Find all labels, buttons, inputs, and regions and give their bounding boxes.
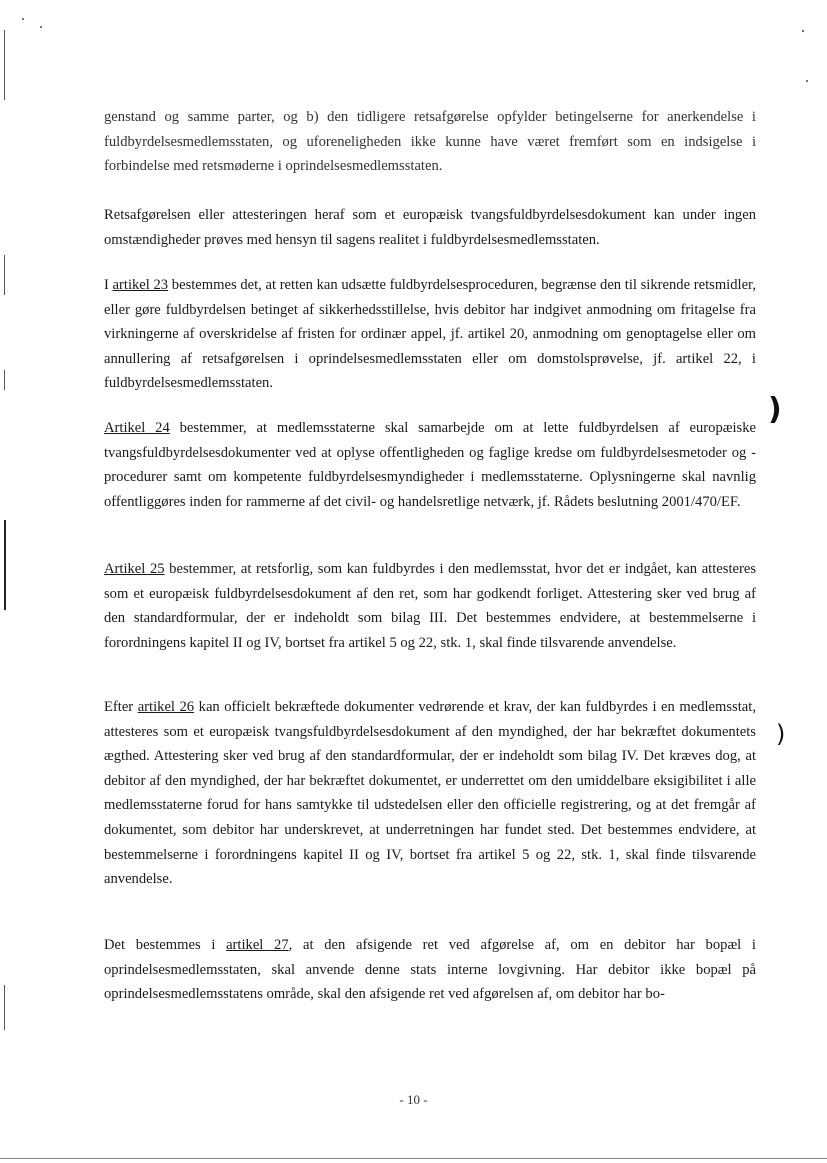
- scan-speck: [806, 80, 808, 82]
- scan-edge-line: [4, 370, 5, 390]
- paragraph-6-text: kan officielt bekræftede dokumenter vedrørende et krav, der kan fuldbyrdes i en medlemsstat, attesteres som et europæisk tvangsfuldbyrdelsesdokument af den myndighed, der har bekræftet dokumentets ægthed. Attestering sker ved brug af den standardformular, der er indeholdt som bilag IV. Det kræves dog, at debitor af den myndighed, der har bekræftet dokumentet, er underrettet om den umiddelbare eksigibilitet i alle medlemsstaterne forud for hans samtykke til udstedelsen eller den officielle registrering, og at det fremgår af dokumentet, som debitor har underskrevet, at underretningen har fundet sted. Det bestemmes endvidere, at bestemmelserne i forordningens kapitel II og IV, bortset fra artikel 5 og 22, stk. 1, skal finde tilsvarende anvendelse.: [104, 699, 756, 888]
- margin-bracket-mark: ): [776, 720, 786, 748]
- paragraph-6-prefix: Efter: [104, 699, 138, 715]
- margin-bracket-mark: ): [768, 392, 782, 427]
- article-26-reference: artikel 26: [137, 699, 195, 715]
- scan-speck: [22, 18, 24, 20]
- paragraph-4: [104, 416, 756, 514]
- scan-edge-line: [4, 985, 5, 1030]
- paragraph-7: [104, 933, 756, 1007]
- paragraph-2-text: Retsafgørelsen eller attesteringen heraf som et europæisk tvangsfuldbyrdelsesdokument kan under ingen omstændigheder prøves med hensyn til sagens realitet i fuldbyrdelsesmedlemsstaten.: [104, 207, 756, 248]
- scan-speck: [40, 26, 42, 28]
- scan-bottom-line: [0, 1158, 827, 1159]
- paragraph-5-text: bestemmer, at retsforlig, som kan fuldbyrdes i den medlemsstat, hvor det er indgået, kan attesteres som et europæisk fuldbyrdelsesdokument af den ret, som har godkendt forliget. Attestering sker ved brug af den standardformular, der er indeholdt som bilag III. Det bestemmes endvidere, at bestemmelserne i forordningens kapitel II og IV, bortset fra artikel 5 og 22, stk. 1, skal finde tilsvarende anvendelse.: [104, 561, 756, 651]
- paragraph-3-text: bestemmes det, at retten kan udsætte fuldbyrdelsesproceduren, begrænse den til sikrende retsmidler, eller gøre fuldbyrdelsen betinget af sikkerhedsstillelse, hvis debitor har indgivet anmodning om fritagelse fra virkningerne af overskridelse af fristen for ordinær appel, jf. artikel 20, anmodning om genoptagelse eller om annullering af retsafgørelsen i oprindelsesmedlemsstaten eller om domstolsprøvelse, jf. artikel 22, i fuldbyrdelsesmedlemsstaten.: [104, 277, 756, 392]
- paragraph-1: [104, 105, 756, 179]
- paragraph-3: [104, 273, 756, 396]
- paragraph-6: [104, 695, 756, 892]
- scan-edge-line: [4, 520, 6, 610]
- scan-speck: [802, 30, 804, 32]
- article-23-reference: artikel 23: [112, 277, 169, 293]
- article-25-reference: Artikel 25: [104, 561, 165, 577]
- paragraph-2: [104, 203, 756, 252]
- paragraph-1-text: genstand og samme parter, og b) den tidligere retsafgørelse opfylder betingelserne for anerkendelse i fuldbyrdelsesmedlemsstaten, og uforeneligheden ikke kunne have været fremført som en indsigelse i forbindelse med retsmøderne i oprindelsesmedlemsstaten.: [104, 109, 756, 175]
- page-number: - 10 -: [399, 1092, 428, 1107]
- paragraph-4-text: bestemmer, at medlemsstaterne skal samarbejde om at lette fuldbyrdelsen af europæiske tvangsfuldbyrdelsesdokumenter ved at oplyse offentligheden og faglige kredse om fuldbyrdelsesmetoder og -procedurer samt om kompetente fuldbyrdelsesmyndigheder i medlemsstaterne. Oplysningerne skal navnlig offentliggøres inden for rammerne af det civil- og handelsretlige netværk, jf. Rådets beslutning 2001/470/EF.: [104, 420, 756, 510]
- paragraph-7-prefix: Det bestemmes i: [104, 937, 227, 953]
- paragraph-3-prefix: I: [104, 277, 113, 293]
- article-27-reference: artikel 27: [226, 937, 289, 953]
- scan-edge-line: [4, 255, 5, 295]
- article-24-reference: Artikel 24: [104, 420, 170, 436]
- paragraph-7-text: , at den afsigende ret ved afgørelse af, om en debitor har bopæl i oprindelsesmedlemsstaten, skal anvende denne stats interne lovgivning. Har debitor ikke bopæl på oprindelsesmedlemsstatens område, skal den afsigende ret ved afgørelsen af, om debitor har bo-: [104, 937, 756, 1003]
- scan-edge-line: [4, 30, 5, 100]
- paragraph-5: [104, 557, 756, 655]
